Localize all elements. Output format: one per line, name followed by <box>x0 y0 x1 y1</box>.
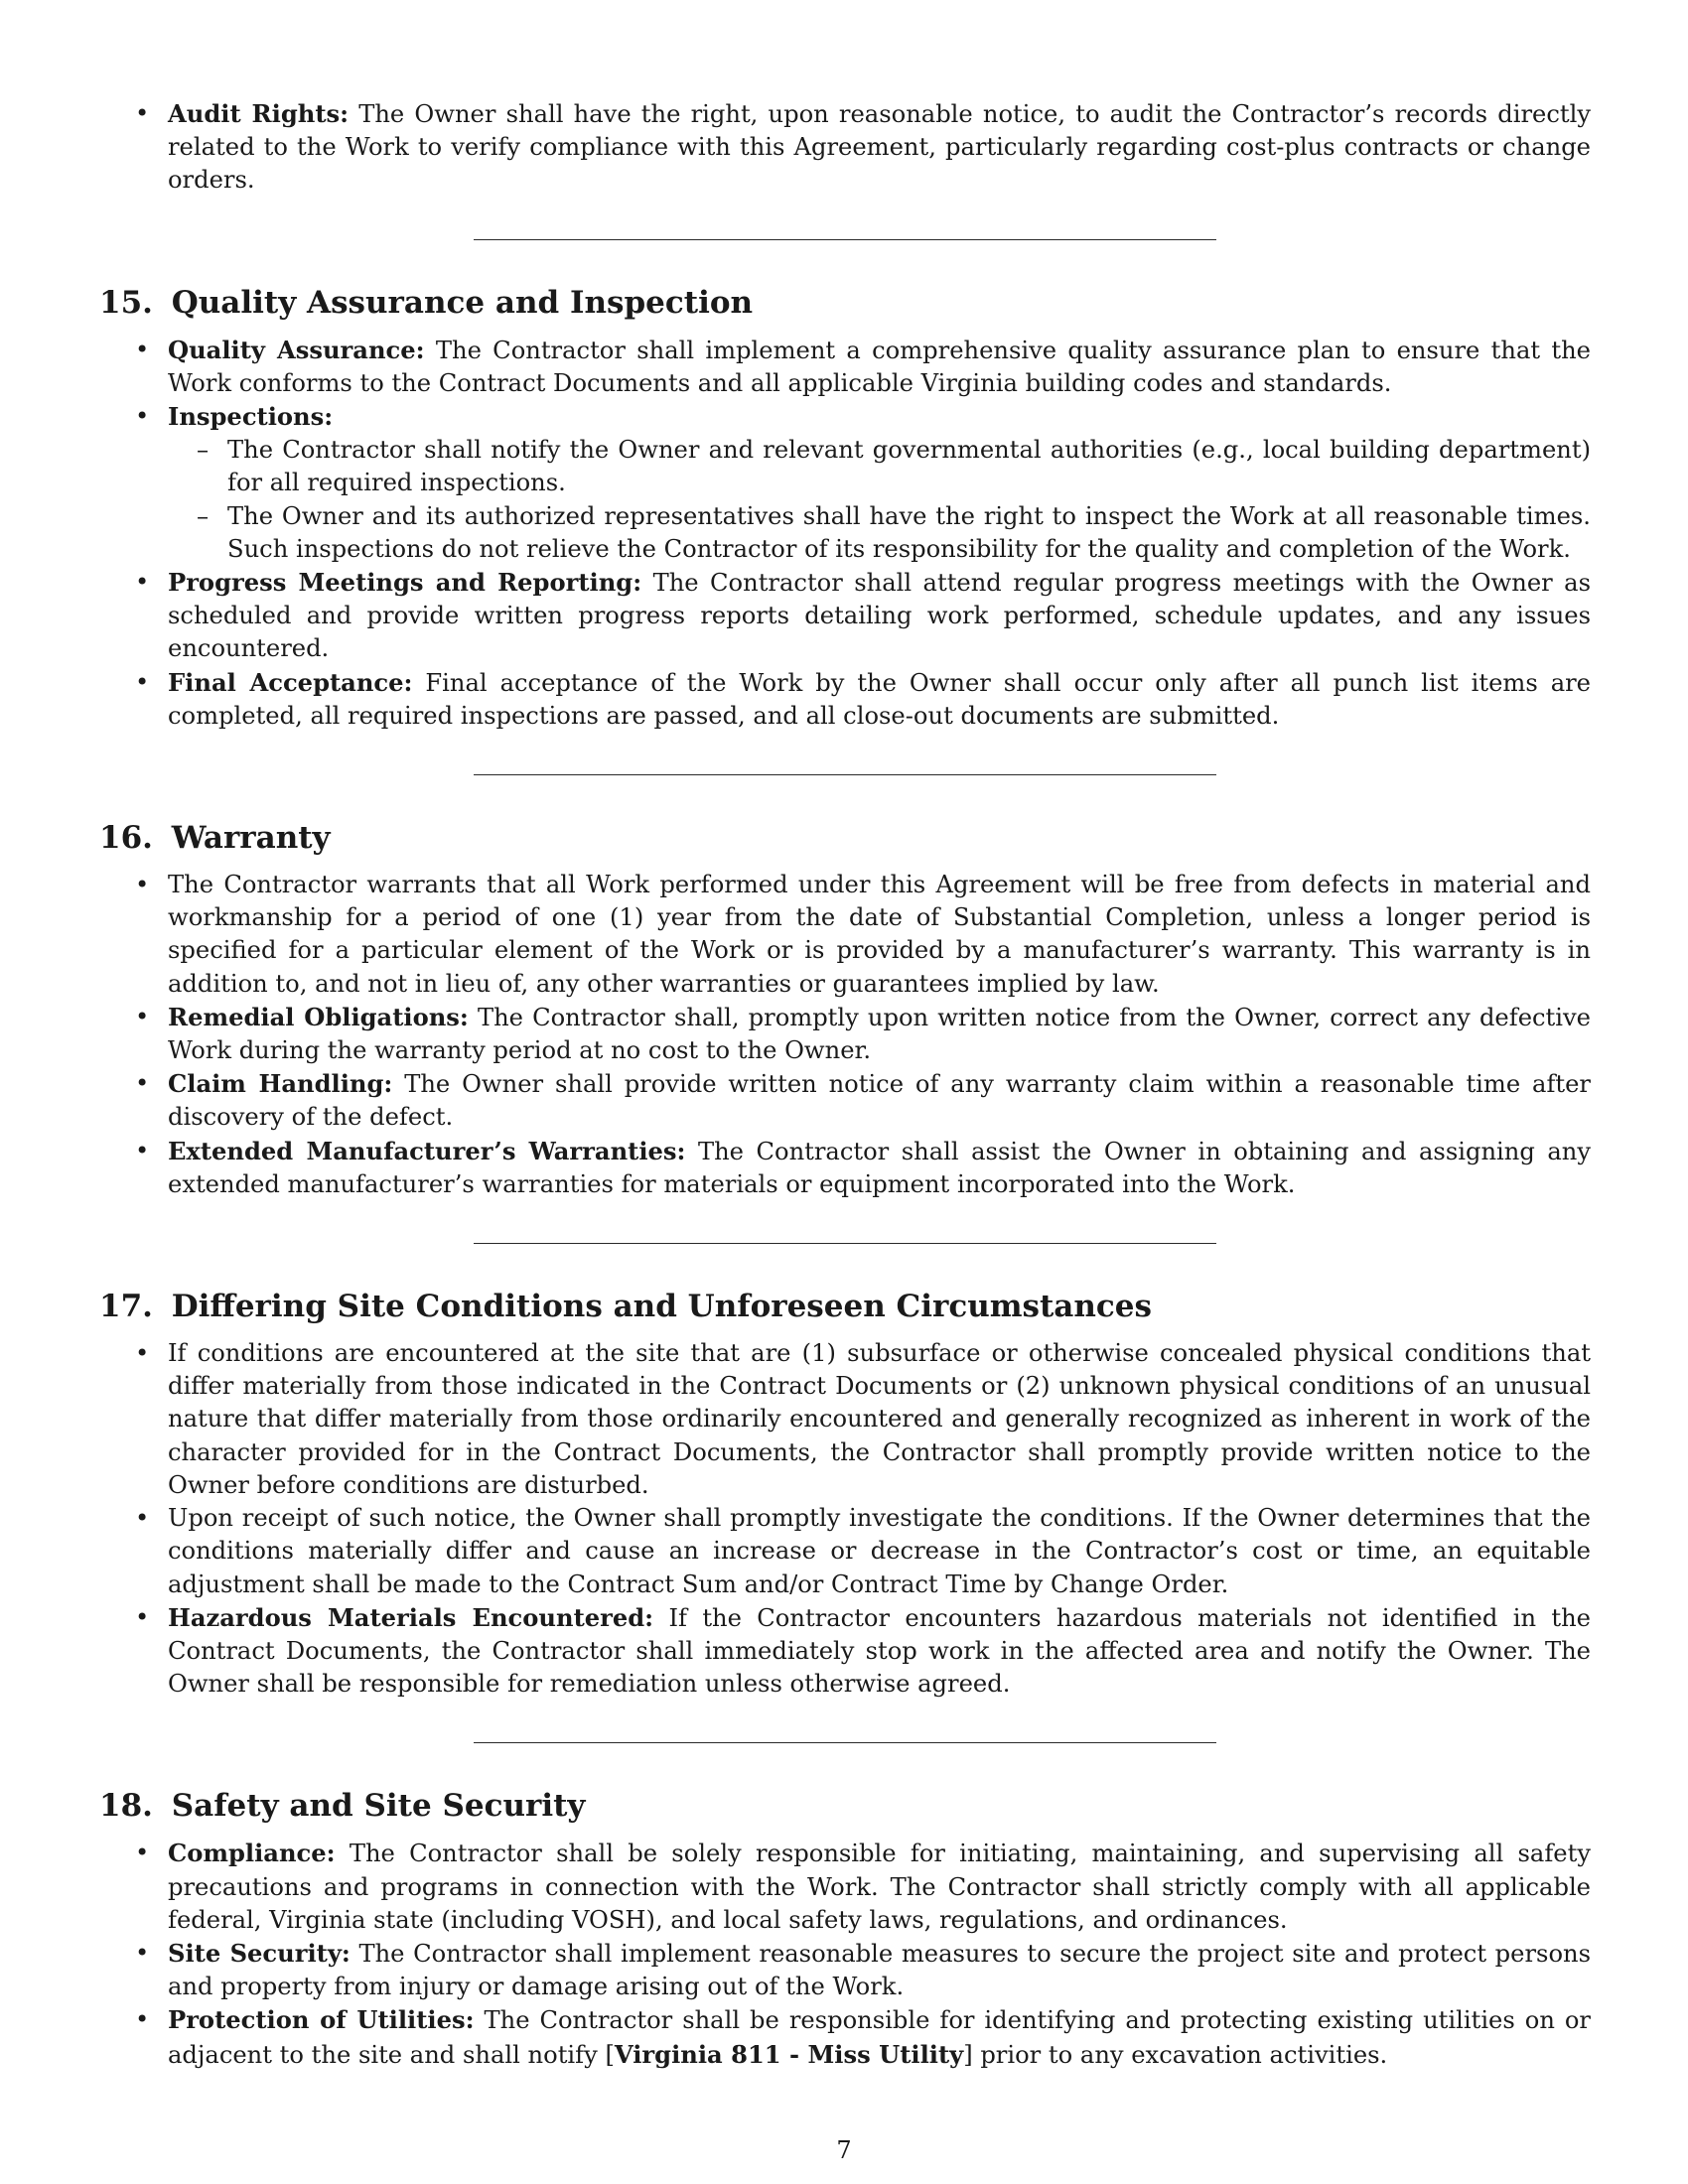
sub-list-item: – The Contractor shall notify the Owner and relevant governmental authorities (e.g., local building department) for all required inspections. <box>168 434 1591 499</box>
list-item <box>99 1135 1591 1201</box>
section-number: 15. <box>99 284 153 321</box>
item-text: The Owner shall provide written notice of any warranty claim within a reasonable time after discovery of the defect. <box>168 1070 1591 1132</box>
section-title: Quality Assurance and Inspection <box>171 284 754 321</box>
item-text: The Contractor shall, promptly upon written notice from the Owner, correct any defective Work during the warranty period at no cost to the Owner. <box>168 1003 1591 1065</box>
section-heading <box>99 1288 1591 1325</box>
list-item <box>99 1001 1591 1067</box>
section-list <box>99 334 1591 733</box>
section-divider <box>474 239 1216 240</box>
bracket-close: ] <box>963 2040 973 2069</box>
item-label: Audit Rights: <box>168 99 350 128</box>
item-label: Progress Meetings and Reporting: <box>168 568 642 598</box>
item-label: Protection of Utilities: <box>168 2005 475 2035</box>
item-text: The Owner shall have the right, upon reasonable notice, to audit the Contractor’s records directly related to the Work to verify compliance with this Agreement, particularly regarding cost-plus contracts or change orders. <box>168 100 1591 195</box>
item-label: Final Acceptance: <box>168 667 413 697</box>
item-text: The Contractor shall be responsible for identifying and protecting existing utilities on or adjacent to the site and shall notify <box>168 2006 1591 2069</box>
section-divider <box>474 1243 1216 1244</box>
item-label: Inspections: <box>168 402 334 432</box>
item-text: The Contractor shall attend regular progress meetings with the Owner as scheduled and provide written progress reports detailing work performed, schedule updates, and any issues encountered. <box>168 569 1591 663</box>
page-number: 7 <box>836 2136 852 2164</box>
list-item <box>99 1601 1591 1702</box>
item-label: Extended Manufacturer’s Warranties: <box>168 1136 686 1165</box>
section-number: 16. <box>99 820 153 857</box>
item-text: The Contractor warrants that all Work performed under this Agreement will be free from defects in material and workmanship for a period of one (1) year from the date of Substantial Completion, unless a longer period is specified for a particular element of the Work or is provided by a manufacturer’s warranty. This warranty is in addition to, and not in lieu of, any other warranties or guarantees implied by law. <box>168 871 1591 998</box>
section-heading <box>99 819 1591 857</box>
item-label: Hazardous Materials Encountered: <box>168 1602 654 1632</box>
intro-list <box>99 97 1591 198</box>
document-body <box>99 97 1591 2072</box>
section-title: Differing Site Conditions and Unforeseen Circumstances <box>171 1289 1152 1325</box>
list-item <box>99 97 1591 198</box>
list-item <box>99 400 1591 566</box>
item-label: Remedial Obligations: <box>168 1002 469 1031</box>
section-title: Warranty <box>171 820 331 857</box>
section-divider <box>474 774 1216 775</box>
item-text: The Contractor shall implement a comprehensive quality assurance plan to ensure that the Work conforms to the Contract Documents and all applicable Virginia building codes and standards. <box>168 336 1591 397</box>
item-label: Quality Assurance: <box>168 335 425 364</box>
list-item <box>99 869 1591 1001</box>
list-item <box>99 1937 1591 2003</box>
list-item <box>99 1337 1591 1502</box>
list-item <box>99 1502 1591 1601</box>
section-title: Safety and Site Security <box>171 1788 586 1825</box>
item-label: Site Security: <box>168 1938 351 1968</box>
item-text: If the Contractor encounters hazardous materials not identified in the Contract Documents, the Contractor shall immediately stop work in the affected area and notify the Owner. The Owner shall be responsible for remediation unless otherwise agreed. <box>168 1603 1591 1699</box>
section-number: 18. <box>99 1788 153 1825</box>
item-text: The Contractor shall assist the Owner in obtaining and assigning any extended manufacturer’s warranties for materials or equipment incorporated into the Work. <box>168 1137 1591 1198</box>
item-text: Upon receipt of such notice, the Owner shall promptly investigate the conditions. If the Owner determines that the conditions materially differ and cause an increase or decrease in the Contractor’s cost or time, an equitable adjustment shall be made to the Contract Sum and/or Contract Time by Change Order. <box>168 1504 1591 1598</box>
section-heading <box>99 284 1591 322</box>
list-item <box>99 666 1591 733</box>
list-item <box>99 566 1591 666</box>
item-text-after: prior to any excavation activities. <box>972 2040 1388 2069</box>
item-text: Final acceptance of the Work by the Owner shall occur only after all punch list items are completed, all required inspections are passed, and all close-out documents are submitted. <box>168 668 1592 730</box>
sub-list <box>168 434 1591 566</box>
list-item <box>99 2003 1591 2071</box>
section-list <box>99 869 1591 1201</box>
utility-service-name: Virginia 811 - Miss Utility <box>614 2039 964 2069</box>
item-text: If conditions are encountered at the site that are (1) subsurface or otherwise concealed physical conditions that differ materially from those indicated in the Contract Documents or (2) unknown physical conditions of an unusual nature that differ materially from those ordinarily encountered and generally recognized as inherent in work of the character provided for in the Contract Documents, the Contractor shall promptly provide written notice to the Owner before conditions are disturbed. <box>168 1339 1591 1499</box>
list-item <box>99 1067 1591 1134</box>
section-list <box>99 1837 1591 2071</box>
section-number: 17. <box>99 1289 153 1325</box>
list-item <box>99 1837 1591 1937</box>
section-heading <box>99 1787 1591 1825</box>
bracket-open: [ <box>605 2040 615 2069</box>
item-text: The Contractor shall implement reasonable measures to secure the project site and protect persons and property from injury or damage arising out of the Work. <box>168 1939 1591 2001</box>
section-list <box>99 1337 1591 1701</box>
item-label: Claim Handling: <box>168 1069 393 1099</box>
sub-list-item: – The Owner and its authorized representatives shall have the right to inspect the Work at all reasonable times. Such inspections do not relieve the Contractor of its responsibility for the quality and completion of the Work. <box>168 500 1591 566</box>
section-divider <box>474 1742 1216 1743</box>
item-label: Compliance: <box>168 1839 336 1868</box>
list-item <box>99 334 1591 400</box>
item-text: The Contractor shall be solely responsible for initiating, maintaining, and supervising all safety precautions and programs in connection with the Work. The Contractor shall strictly comply with all applicable federal, Virginia state (including VOSH), and local safety laws, regulations, and ordinances. <box>168 1840 1591 1934</box>
